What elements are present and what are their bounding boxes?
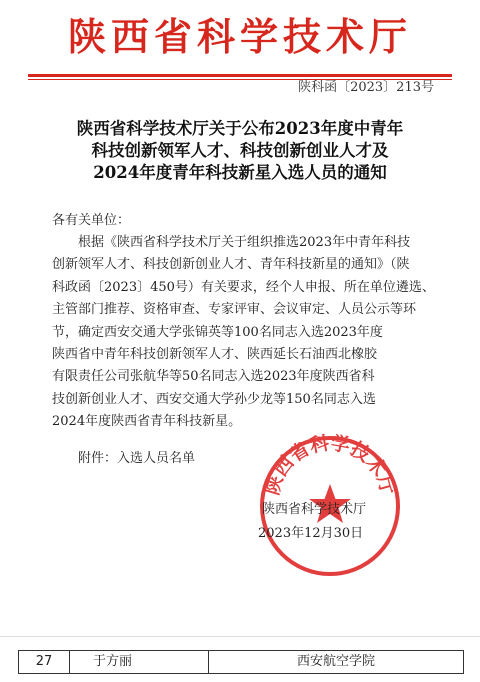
body-line: 根据《陕西省科学技术厅关于组织推选2023年中青年科技 — [52, 235, 411, 250]
table-row — [18, 650, 464, 674]
body-line: 有限责任公司张航华等50名同志入选2023年度陕西省科 — [52, 369, 375, 385]
document-number: 陕科函〔2023〕213号 — [298, 80, 434, 95]
title-line: 陕西省科学技术厅关于公布2023年度中青年 — [76, 119, 404, 138]
body-line: 科政函〔2023〕450号）有关要求，经个人申报、所在单位遴选、 — [52, 279, 435, 295]
title-line: 科技创新领军人才、科技创新创业人才及 — [91, 141, 389, 160]
signature-date: 2023年12月30日 — [258, 526, 364, 541]
page-divider — [0, 636, 480, 637]
salutation: 各有关单位： — [52, 213, 131, 228]
body-line: 2024年度陕西省青年科技新星。 — [52, 414, 242, 430]
signature-org: 陕西省科学技术厅 — [262, 502, 367, 517]
notice-body — [52, 232, 435, 434]
title-line: 2024年度青年科技新星入选人员的通知 — [93, 163, 387, 182]
notice-title — [40, 118, 440, 184]
letterhead-rule-thick — [28, 74, 452, 77]
body-line: 陕西省中青年科技创新领军人才、陕西延长石油西北橡胶 — [52, 347, 378, 363]
table-cell-name: 于方丽 — [69, 651, 209, 673]
table-cell-number: 27 — [19, 651, 70, 673]
seal-text: 陕西省科学技术厅 — [261, 432, 399, 498]
body-line: 创新领军人才、科技创新创业人才、青年科技新星的通知》（陕 — [52, 257, 410, 273]
body-line: 节，确定西安交通大学张锦英等100名同志入选2023年度 — [52, 324, 383, 340]
attachment-note: 附件：入选人员名单 — [78, 451, 196, 466]
body-line: 技创新创业人才、西安交通大学孙少龙等150名同志入选 — [52, 391, 376, 407]
table-cell-org: 西安航空学院 — [296, 654, 375, 669]
body-line: 主管部门推荐、资格审查、专家评审、会议审定、人员公示等环 — [52, 302, 417, 318]
letterhead-title: 陕西省科学技术厅 — [67, 14, 412, 59]
